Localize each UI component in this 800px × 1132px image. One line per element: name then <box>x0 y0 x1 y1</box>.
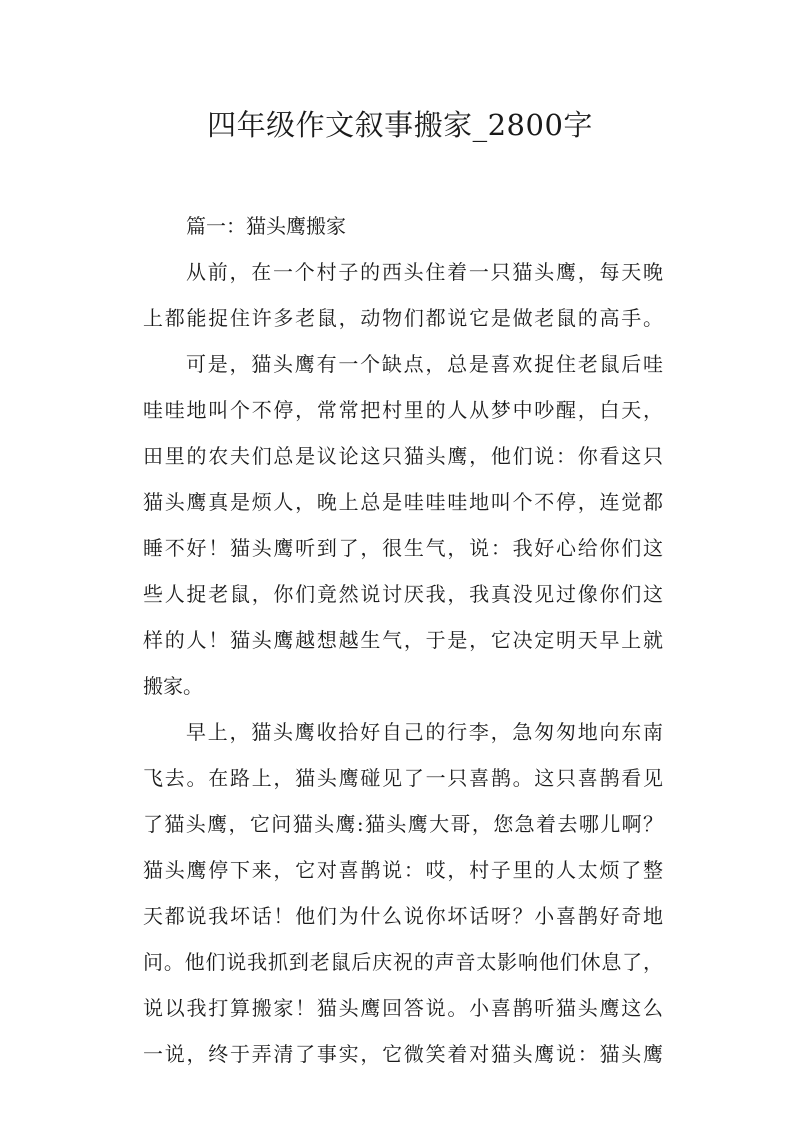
text-line: 篇一：猫头鹰搬家 <box>186 214 346 238</box>
text-line: 了猫头鹰，它问猫头鹰:猫头鹰大哥，您急着去哪儿啊？ <box>143 812 663 836</box>
text-line: 天都说我坏话！他们为什么说你坏话呀？小喜鹊好奇地 <box>143 904 663 928</box>
text-line: 样的人！猫头鹰越想越生气，于是，它决定明天早上就 <box>143 628 663 652</box>
text-line: 猫头鹰真是烦人，晚上总是哇哇哇地叫个不停，连觉都 <box>143 490 663 514</box>
document-body <box>143 203 663 1077</box>
text-line: 些人捉老鼠，你们竟然说讨厌我，我真没见过像你们这 <box>143 582 663 606</box>
text-line: 早上，猫头鹰收拾好自己的行李，急匆匆地向东南 <box>186 720 663 744</box>
document-title: 四年级作文叙事搬家_2800字 <box>207 108 593 142</box>
text-line: 搬家。 <box>143 674 203 698</box>
text-line: 可是，猫头鹰有一个缺点，总是喜欢捉住老鼠后哇 <box>186 352 663 376</box>
text-line: 一说，终于弄清了事实，它微笑着对猫头鹰说：猫头鹰 <box>143 1042 663 1066</box>
text-line: 猫头鹰停下来，它对喜鹊说：哎，村子里的人太烦了整 <box>143 858 663 882</box>
text-line: 田里的农夫们总是议论这只猫头鹰，他们说：你看这只 <box>143 444 663 468</box>
text-line: 从前，在一个村子的西头住着一只猫头鹰，每天晚 <box>186 260 663 284</box>
text-line: 说以我打算搬家！猫头鹰回答说。小喜鹊听猫头鹰这么 <box>143 996 663 1020</box>
text-line: 飞去。在路上，猫头鹰碰见了一只喜鹊。这只喜鹊看见 <box>143 766 663 790</box>
text-line: 睡不好！猫头鹰听到了，很生气，说：我好心给你们这 <box>143 536 663 560</box>
text-line: 哇哇地叫个不停，常常把村里的人从梦中吵醒，白天， <box>143 398 663 422</box>
text-line: 上都能捉住许多老鼠，动物们都说它是做老鼠的高手。 <box>143 306 663 330</box>
text-line: 问。他们说我抓到老鼠后庆祝的声音太影响他们休息了， <box>143 950 663 974</box>
